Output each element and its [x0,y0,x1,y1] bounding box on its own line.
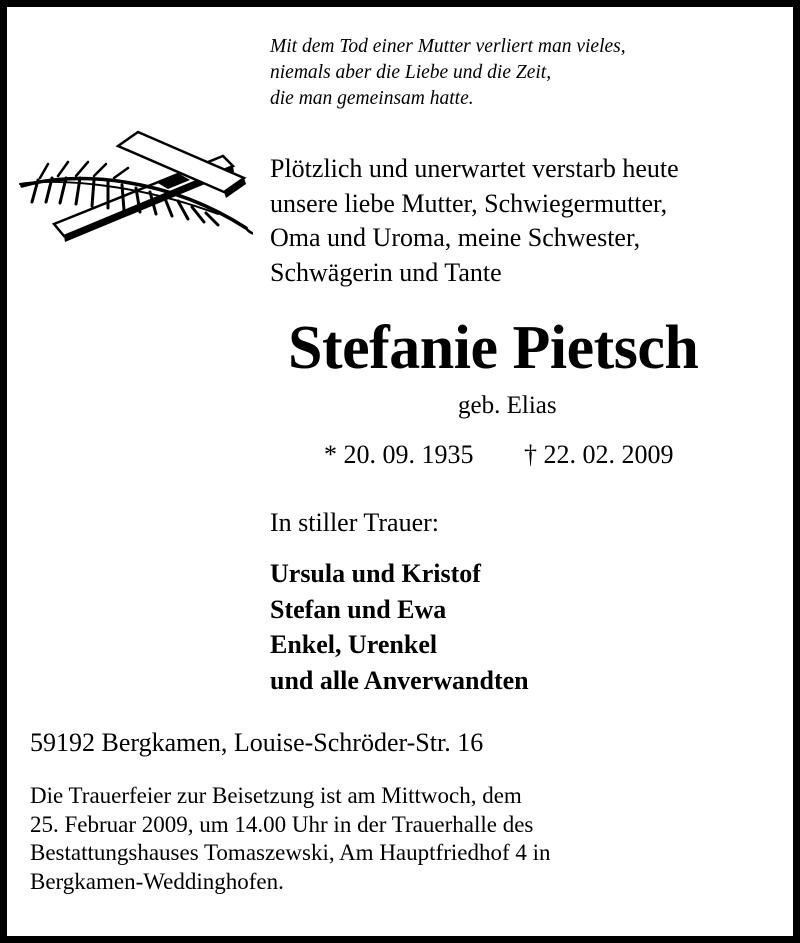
ceremony-line: Bergkamen-Weddinghofen. [30,868,284,894]
quote-line: niemals aber die Liebe und die Zeit, [270,62,552,83]
quote-line: Mit dem Tod einer Mutter verliert man vieles, [270,36,626,57]
mourner-entry: Enkel, Urenkel [270,630,438,659]
death-date: † 22. 02. 2009 [524,440,674,469]
maiden-name: geb. Elias [458,392,557,419]
ceremony-line: Bestattungshauses Tomaszewski, Am Hauptfriedhof 4 in [30,840,551,865]
announcement-line: Schwägerin und Tante [270,257,502,287]
cross-with-palm-frond-icon [18,128,253,246]
deceased-name: Stefanie Pietsch [288,314,699,382]
quote-line: die man gemeinsam hatte. [270,88,474,109]
announcement-line: unsere liebe Mutter, Schwiegermutter, [270,188,668,218]
life-dates [324,438,674,472]
mourners-list [270,556,529,698]
mourner-entry: und alle Anverwandten [270,665,529,695]
mourner-entry: Ursula und Kristof [270,559,481,588]
birth-date: * 20. 09. 1935 [324,440,474,469]
mourner-entry: Stefan und Ewa [270,594,447,624]
ceremony-line: Die Trauerfeier zur Beisetzung ist am Mittwoch, dem [30,783,522,808]
ceremony-line: 25. Februar 2009, um 14.00 Uhr in der Trauerhalle des [30,811,534,837]
announcement-line: Plötzlich und unerwartet verstarb heute [270,154,679,183]
announcement-text [270,152,679,290]
family-address: 59192 Bergkamen, Louise-Schröder-Str. 16 [30,728,484,757]
funeral-ceremony-notice [30,782,551,896]
memorial-quote [270,34,626,112]
mourning-label: In stiller Trauer: [270,508,439,537]
announcement-line: Oma und Uroma, meine Schwester, [270,223,641,252]
